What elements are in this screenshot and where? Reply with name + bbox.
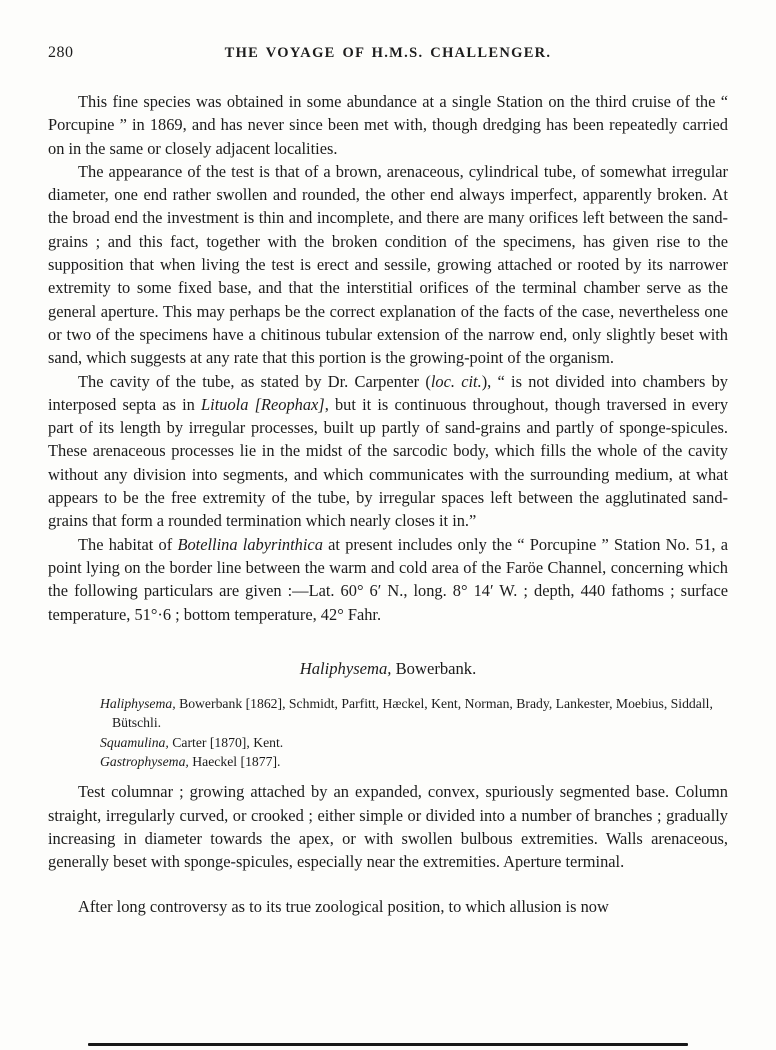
synonymy-entry: Haliphysema, Bowerbank [1862], Schmidt, Parfitt, Hæckel, Kent, Norman, Brady, Lankester, Moebius, Siddall, Bütschli. — [100, 696, 713, 731]
paragraph: This fine species was obtained in some abundance at a single Station on the third cruise of the “ Porcupine ” in 1869, and has never since been met with, though dredging has been repeatedly carried on in the same or closely adjacent localities. — [48, 92, 728, 158]
paragraph: The cavity of the tube, as stated by Dr. Carpenter (loc. cit.), “ is not divided into chambers by interposed septa as in Lituola [Reophax], but it is continuous throughout, though traversed in every part of its length by irregular processes, built up partly of sand-grains and partly of sponge-spicules. These arenaceous processes lie in the midst of the sarcodic body, which fills the whole of the cavity without any division into segments, and which communicates with the surrounding medium, at what appears to be the free extremity of the tube, by irregular spaces left between the agglutinated sand-grains that form a rounded termination which nearly closes it in.” — [48, 371, 729, 531]
page-header — [48, 44, 728, 66]
synonymy-entry: Gastrophysema, Haeckel [1877]. — [100, 754, 281, 770]
paragraph: The habitat of Botellina labyrinthica at present includes only the “ Porcupine ” Station No. 51, a point lying on the border line between the warm and cold area of the Faröe Channel, concerning which the following particulars are given :—Lat. 60° 6′ N., long. 8° 14′ W. ; depth, 440 fathoms ; surface temperature, 51°·6 ; bottom temperature, 42° Fahr. — [48, 534, 729, 624]
paragraph: The appearance of the test is that of a brown, arenaceous, cylindrical tube, of somewhat irregular diameter, one end rather swollen and rounded, the other end always imperfect, apparently broken. At the broad end the investment is thin and incomplete, and there are many orifices left between the sand-grains ; and this fact, together with the broken condition of the specimens, has given rise to the supposition that when living the test is erect and sessile, growing attached or rooted by its narrower extremity to some fixed base, and that the interstitial orifices of the terminal chamber serve as the general aperture. This may perhaps be the correct explanation of the facts of the case, nevertheless one or two of the specimens have a chitinous tubular extension of the narrow end, only slightly beset with sand, which suggests at any rate that this portion is the growing-point of the organism. — [48, 161, 728, 368]
closing-paragraph: After long controversy as to its true zoological position, to which allusion is now — [78, 896, 609, 916]
page-body — [48, 90, 728, 918]
page-number: 280 — [48, 44, 74, 61]
synonymy-list — [48, 694, 728, 771]
diagnosis-paragraph: Test columnar ; growing attached by an expanded, convex, spuriously segmented base. Column straight, irregularly curved, or crooked ; either simple or divided into a number of branches ; gradually increasing in diameter towards the apex, or with swollen bulbous extremities. Walls arenaceous, generally beset with sponge-spicules, especially near the extremities. Aperture terminal. — [48, 782, 728, 872]
scan-edge-line — [88, 1043, 688, 1046]
running-title: THE VOYAGE OF H.M.S. CHALLENGER. — [224, 45, 552, 61]
synonymy-entry: Squamulina, Carter [1870], Kent. — [100, 734, 284, 750]
section-heading: Haliphysema, Bowerbank. — [299, 658, 477, 678]
